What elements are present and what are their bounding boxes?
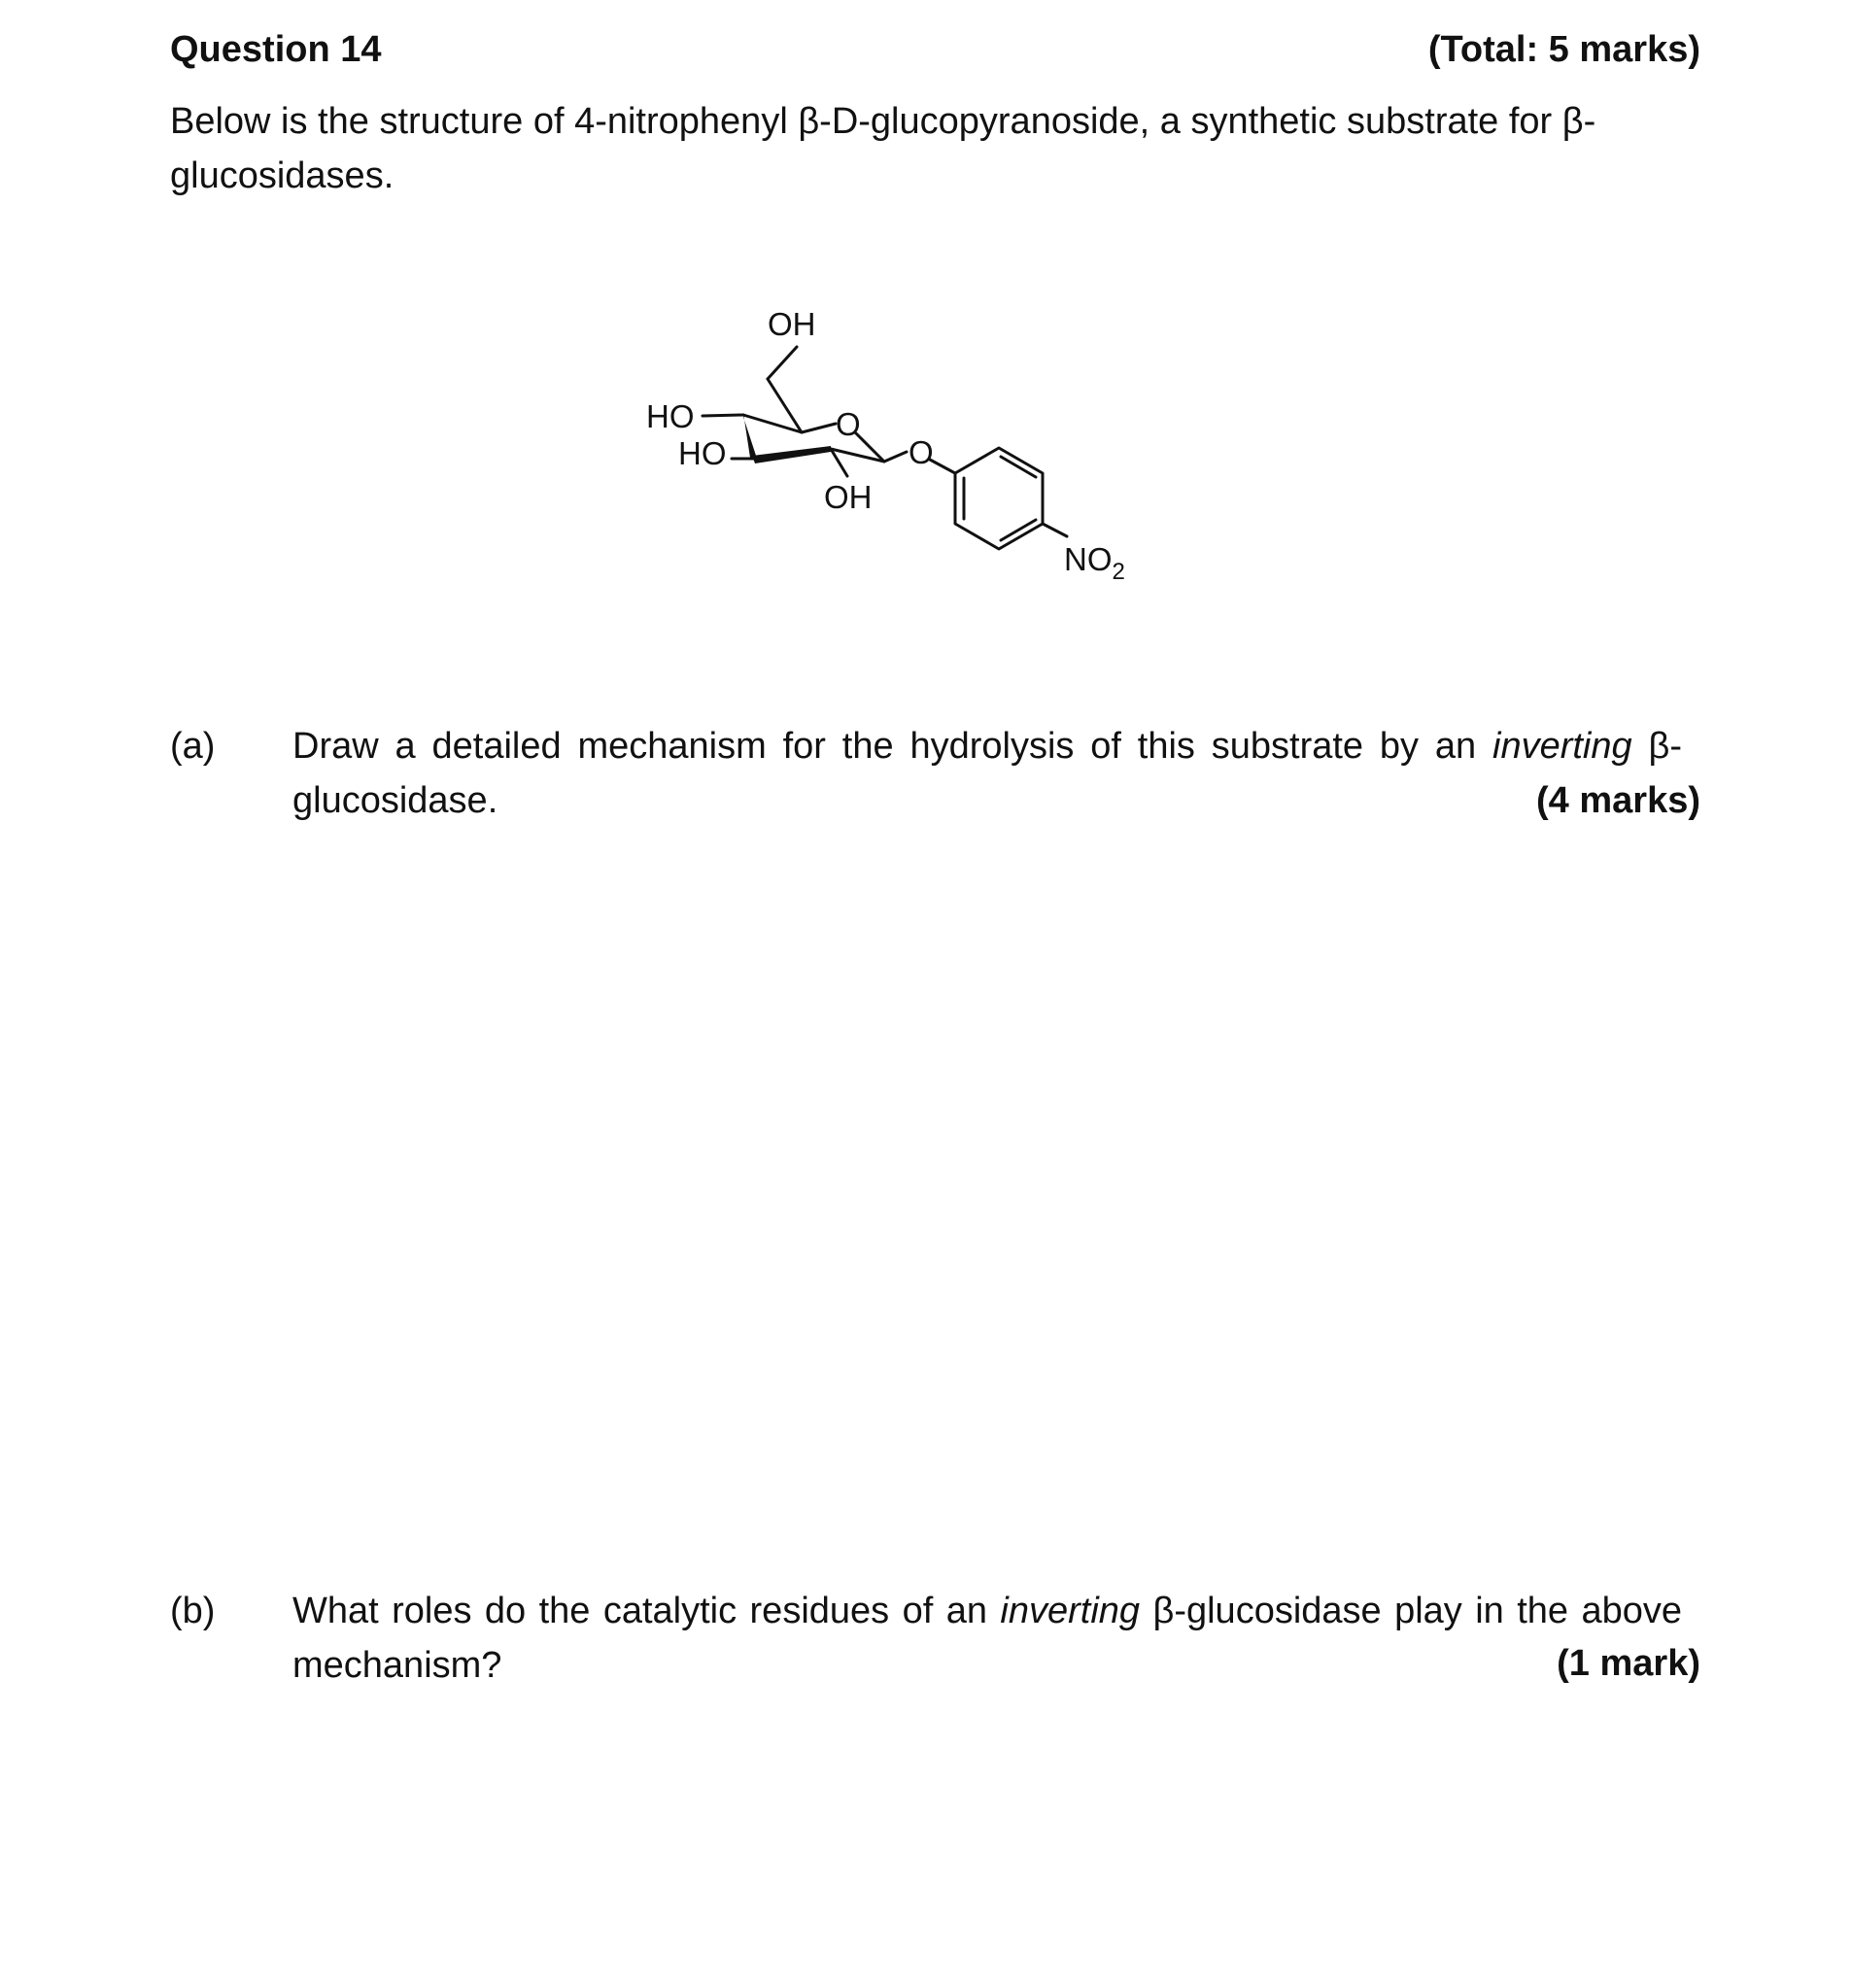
question-title: Question 14 bbox=[170, 29, 382, 70]
label-ho-c3: HO bbox=[678, 435, 727, 471]
intro-text: Below is the structure of 4-nitrophenyl β-D-glucopyranoside, a synthetic substrate for β-glucosidases. bbox=[170, 101, 1596, 196]
wedge-bond-c3-c2 bbox=[752, 446, 831, 463]
part-b-label: (b) bbox=[170, 1591, 216, 1631]
benzene-ring bbox=[955, 448, 1043, 549]
total-marks: (Total: 5 marks) bbox=[1427, 29, 1700, 70]
part-a-marks: (4 marks) bbox=[1536, 780, 1700, 821]
part-a-text-end: β-glucosidase. bbox=[292, 726, 1682, 821]
label-glycosidic-oxygen: O bbox=[909, 434, 934, 470]
bond-aryl-no2 bbox=[1043, 524, 1067, 536]
label-ring-oxygen: O bbox=[836, 406, 861, 442]
label-nitro-subscript: 2 bbox=[1112, 559, 1125, 585]
part-b-marks: (1 mark) bbox=[1557, 1643, 1700, 1684]
label-ho-c4: HO bbox=[646, 398, 695, 434]
chemical-structure bbox=[622, 306, 1234, 607]
part-a-label: (a) bbox=[170, 726, 216, 767]
part-b-question bbox=[292, 1584, 1682, 1693]
bond-c1-o bbox=[884, 452, 907, 462]
label-oh-c2: OH bbox=[824, 479, 873, 515]
part-a-emphasis: inverting bbox=[1492, 726, 1632, 767]
label-oh-c6: OH bbox=[768, 306, 816, 342]
ring-bond-c5-o bbox=[802, 424, 836, 432]
label-nitro-main: NO bbox=[1064, 541, 1113, 577]
bond-o-aryl bbox=[930, 460, 955, 473]
part-a-question bbox=[292, 719, 1682, 828]
bond-c6-oh bbox=[768, 347, 797, 379]
wedge-bond-c4-c3 bbox=[743, 413, 758, 462]
part-b-emphasis: inverting bbox=[1000, 1591, 1141, 1631]
part-a-text-start: Draw a detailed mechanism for the hydrolysis of this substrate by an bbox=[292, 726, 1492, 767]
bond-c4-ho bbox=[703, 415, 743, 416]
part-b-text-end: β-glucosidase play in the above mechanism? bbox=[292, 1591, 1683, 1686]
label-nitro-group bbox=[1064, 541, 1125, 585]
part-b-text-start: What roles do the catalytic residues of an bbox=[292, 1591, 1001, 1631]
